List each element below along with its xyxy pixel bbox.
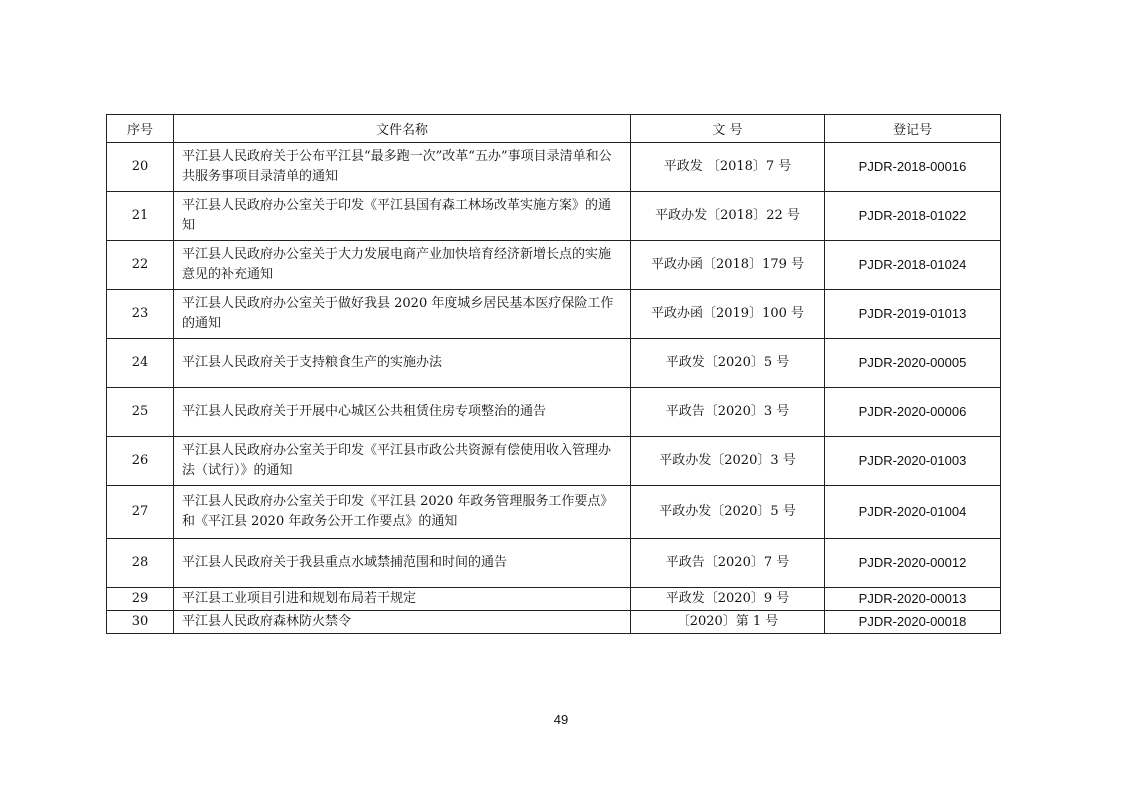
- cell-name: 平江县人民政府关于我县重点水域禁捕范围和时间的通告: [174, 539, 631, 588]
- cell-no: 28: [107, 539, 174, 588]
- header-reg: 登记号: [825, 115, 1001, 143]
- cell-reg: PJDR-2020-01003: [825, 437, 1001, 486]
- cell-no: 30: [107, 611, 174, 634]
- cell-reg: PJDR-2018-00016: [825, 143, 1001, 192]
- cell-reg: PJDR-2020-00006: [825, 388, 1001, 437]
- cell-doc: 平政发〔2020〕5 号: [631, 339, 825, 388]
- table-row: [107, 339, 1001, 388]
- cell-reg: PJDR-2020-00018: [825, 611, 1001, 634]
- table-header: [107, 115, 1001, 143]
- cell-doc: 平政办函〔2019〕100 号: [631, 290, 825, 339]
- cell-reg: PJDR-2019-01013: [825, 290, 1001, 339]
- cell-reg: PJDR-2018-01022: [825, 192, 1001, 241]
- cell-name: 平江县人民政府关于公布平江县“最多跑一次”改革“五办”事项目录清单和公共服务事项目录清单的通知: [174, 143, 631, 192]
- cell-doc: 平政发〔2020〕9 号: [631, 588, 825, 611]
- cell-reg: PJDR-2020-00005: [825, 339, 1001, 388]
- table-row: [107, 486, 1001, 539]
- cell-doc: 平政办函〔2018〕179 号: [631, 241, 825, 290]
- page-number: 49: [553, 712, 569, 727]
- cell-name: 平江县人民政府关于支持粮食生产的实施办法: [174, 339, 631, 388]
- cell-no: 25: [107, 388, 174, 437]
- cell-name: 平江县人民政府办公室关于做好我县 2020 年度城乡居民基本医疗保险工作的通知: [174, 290, 631, 339]
- cell-no: 26: [107, 437, 174, 486]
- cell-doc: 平政发 〔2018〕7 号: [631, 143, 825, 192]
- document-table: [106, 114, 1001, 634]
- cell-no: 20: [107, 143, 174, 192]
- table-row: [107, 588, 1001, 611]
- cell-name: 平江县人民政府办公室关于印发《平江县 2020 年政务管理服务工作要点》和《平江县 2020 年政务公开工作要点》的通知: [174, 486, 631, 539]
- cell-name: 平江县人民政府森林防火禁令: [174, 611, 631, 634]
- cell-doc: 平政办发〔2018〕22 号: [631, 192, 825, 241]
- cell-doc: 平政办发〔2020〕3 号: [631, 437, 825, 486]
- cell-doc: 平政告〔2020〕3 号: [631, 388, 825, 437]
- cell-no: 22: [107, 241, 174, 290]
- cell-name: 平江县工业项目引进和规划布局若干规定: [174, 588, 631, 611]
- cell-no: 29: [107, 588, 174, 611]
- cell-no: 21: [107, 192, 174, 241]
- table-row: [107, 241, 1001, 290]
- cell-name: 平江县人民政府关于开展中心城区公共租赁住房专项整治的通告: [174, 388, 631, 437]
- cell-name: 平江县人民政府办公室关于印发《平江县国有森工林场改革实施方案》的通知: [174, 192, 631, 241]
- cell-doc: 平政告〔2020〕7 号: [631, 539, 825, 588]
- table-row: [107, 437, 1001, 486]
- table-row: [107, 290, 1001, 339]
- header-name: 文件名称: [174, 115, 631, 143]
- table-row: [107, 611, 1001, 634]
- cell-reg: PJDR-2018-01024: [825, 241, 1001, 290]
- cell-no: 23: [107, 290, 174, 339]
- cell-doc: 〔2020〕第 1 号: [631, 611, 825, 634]
- table-row: [107, 192, 1001, 241]
- table-row: [107, 388, 1001, 437]
- table-row: [107, 143, 1001, 192]
- cell-no: 27: [107, 486, 174, 539]
- cell-reg: PJDR-2020-00012: [825, 539, 1001, 588]
- cell-name: 平江县人民政府办公室关于印发《平江县市政公共资源有偿使用收入管理办法（试行）》的通知: [174, 437, 631, 486]
- cell-name: 平江县人民政府办公室关于大力发展电商产业加快培育经济新增长点的实施意见的补充通知: [174, 241, 631, 290]
- cell-no: 24: [107, 339, 174, 388]
- table-body: [107, 143, 1001, 634]
- cell-reg: PJDR-2020-01004: [825, 486, 1001, 539]
- cell-reg: PJDR-2020-00013: [825, 588, 1001, 611]
- header-doc: 文 号: [631, 115, 825, 143]
- table-row: [107, 539, 1001, 588]
- cell-doc: 平政办发〔2020〕5 号: [631, 486, 825, 539]
- header-row: [107, 115, 1001, 143]
- header-no: 序号: [107, 115, 174, 143]
